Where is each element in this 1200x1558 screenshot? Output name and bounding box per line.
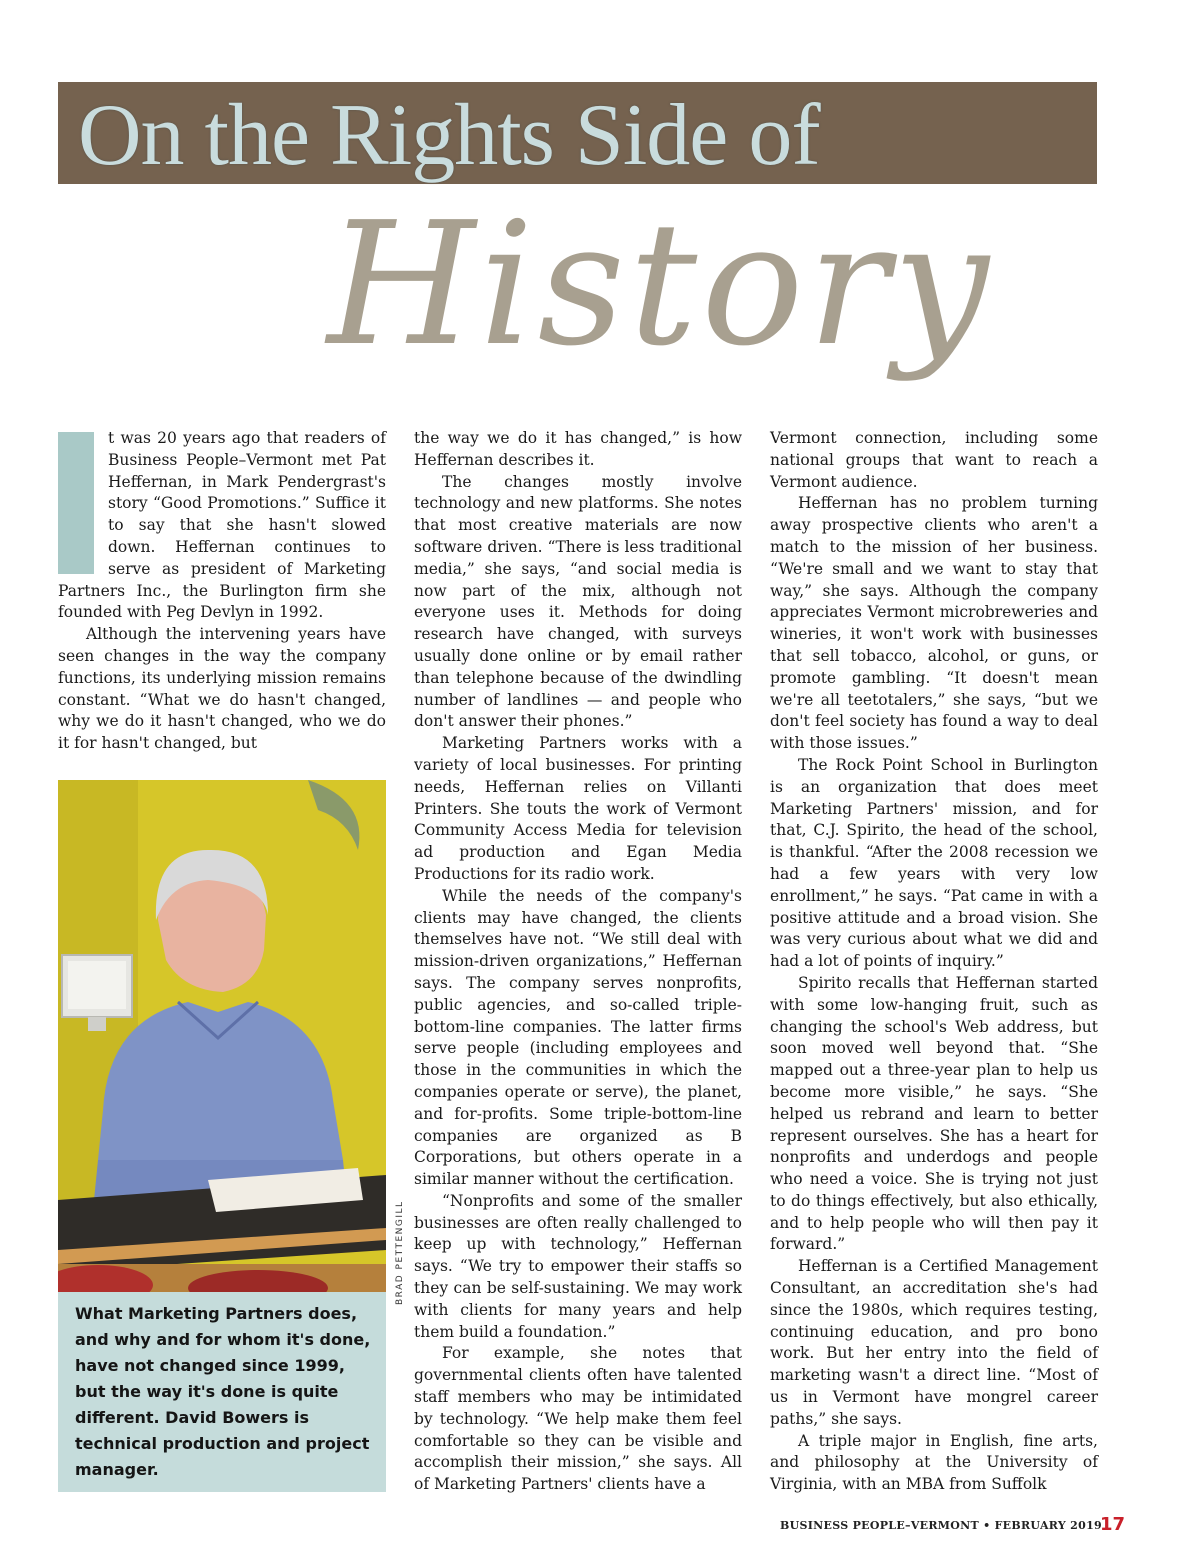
- portrait-photo: [58, 780, 386, 1292]
- page-number: 17: [1100, 1514, 1126, 1535]
- paragraph: The changes mostly involve technology and new platforms. She notes that most creative materials are now software driven. “There is less traditional media,” she says, “and social media is now part of the mix, although not everyone uses it. Methods for doing research have changed, with surveys usually done online or by email rather than telephone because of the dwindling number of landlines — and people who don't answer their phones.”: [414, 472, 742, 731]
- photo-caption: [58, 1292, 386, 1492]
- paragraph: A triple major in English, fine arts, and philosophy at the University of Virginia, with an MBA from Suffolk: [770, 1431, 1098, 1494]
- article-column-3: [770, 428, 1098, 1496]
- photo-credit: [387, 1195, 403, 1305]
- paragraph: t was 20 years ago that readers of Business People–Vermont met Pat Heffernan, in Mark Pendergrast's story “Good Promotions.” Suffice it to say that she hasn't slowed down. Heffernan continues to serve as president of Marketing Partners Inc., the Burlington firm she founded with Peg Devlyn in 1992.: [58, 429, 386, 622]
- paragraph: Although the intervening years have seen changes in the way the company functions, its underlying mission remains constant. “What we do hasn't changed, why we do it hasn't changed, who we do it for hasn't changed, but: [58, 625, 386, 753]
- headline-script-word: History: [327, 186, 993, 384]
- paragraph: While the needs of the company's clients may have changed, the clients themselves have not. “We still deal with mission-driven organizations,” Heffernan says. The company serves nonprofits, public agencies, and so-called triple-bottom-line companies. The latter firms serve people (including employees and those in the communities in which the companies operate or serve), the planet, and for-profits. Some triple-bottom-line companies are organized as B Corporations, but others operate in a similar manner without the certification.: [414, 886, 742, 1189]
- article-column-2: [414, 428, 742, 1496]
- paragraph: “Nonprofits and some of the smaller businesses are often really challenged to keep up with technology,” Heffernan says. “We try to empower their staffs so they can be self-sustaining. We may work with clients for many years and help them build a foundation.”: [414, 1191, 742, 1341]
- paragraph: Heffernan is a Certified Management Consultant, an accreditation she's had since the 1980s, which requires testing, continuing education, and pro bono work. But her entry into the field of marketing wasn't a direct line. “Most of us in Vermont have mongrel career paths,” she says.: [770, 1257, 1098, 1428]
- article-column-1: [58, 428, 386, 755]
- drop-cap-block: [58, 432, 94, 574]
- paragraph: The Rock Point School in Burlington is an organization that does meet Marketing Partners' mission, and for that, C.J. Spirito, the head of the school, is thankful. “After the 2008 recession we had a few years with very low enrollment,” he says. “Pat came in with a positive attitude and a broad vision. She was very curious about what we did and had a lot of points of inquiry.”: [770, 755, 1098, 971]
- photo-credit-text: BRAD PETTENGILL: [395, 1200, 405, 1305]
- paragraph: Spirito recalls that Heffernan started with some low-hanging fruit, such as changing the school's Web address, but soon moved well beyond that. “She mapped out a three-year plan to help us become more visible,” he says. “She helped us rebrand and learn to better represent ourselves. She has a heart for nonprofits and underdogs and people who need a voice. She is trying not just to do things effectively, but also ethically, and to help people who will then pay it forward.”: [770, 973, 1098, 1254]
- page-footer: BUSINESS PEOPLE–VERMONT • FEBRUARY 2019: [780, 1519, 1102, 1532]
- paragraph: Vermont connection, including some national groups that want to reach a Vermont audience.: [770, 429, 1098, 491]
- paragraph: For example, she notes that governmental clients often have talented staff members who may be intimidated by technology. “We help make them feel comfortable so they can be visible and accomplish their mission,” she says. All of Marketing Partners' clients have a: [414, 1344, 742, 1494]
- caption-text: What Marketing Partners does, and why and for whom it's done, have not changed since 1999, but the way it's done is quite different. David Bowers is technical production and project manager.: [75, 1304, 371, 1479]
- headline: On the Rights Side of: [78, 87, 820, 184]
- paragraph: the way we do it has changed,” is how Heffernan describes it.: [414, 429, 742, 469]
- paragraph: Marketing Partners works with a variety of local businesses. For printing needs, Heffernan relies on Villanti Printers. She touts the work of Vermont Community Access Media for television ad production and Egan Media Productions for its radio work.: [414, 734, 742, 883]
- portrait-illustration: [58, 780, 386, 1292]
- paragraph: Heffernan has no problem turning away prospective clients who aren't a match to the mission of her business. “We're small and we want to stay that way,” she says. Although the company appreciates Vermont microbreweries and wineries, it won't work with businesses that sell tobacco, alcohol, or guns, or promote gambling. “It doesn't mean we're all teetotalers,” she says, “but we don't feel society has found a way to deal with those issues.”: [770, 494, 1098, 753]
